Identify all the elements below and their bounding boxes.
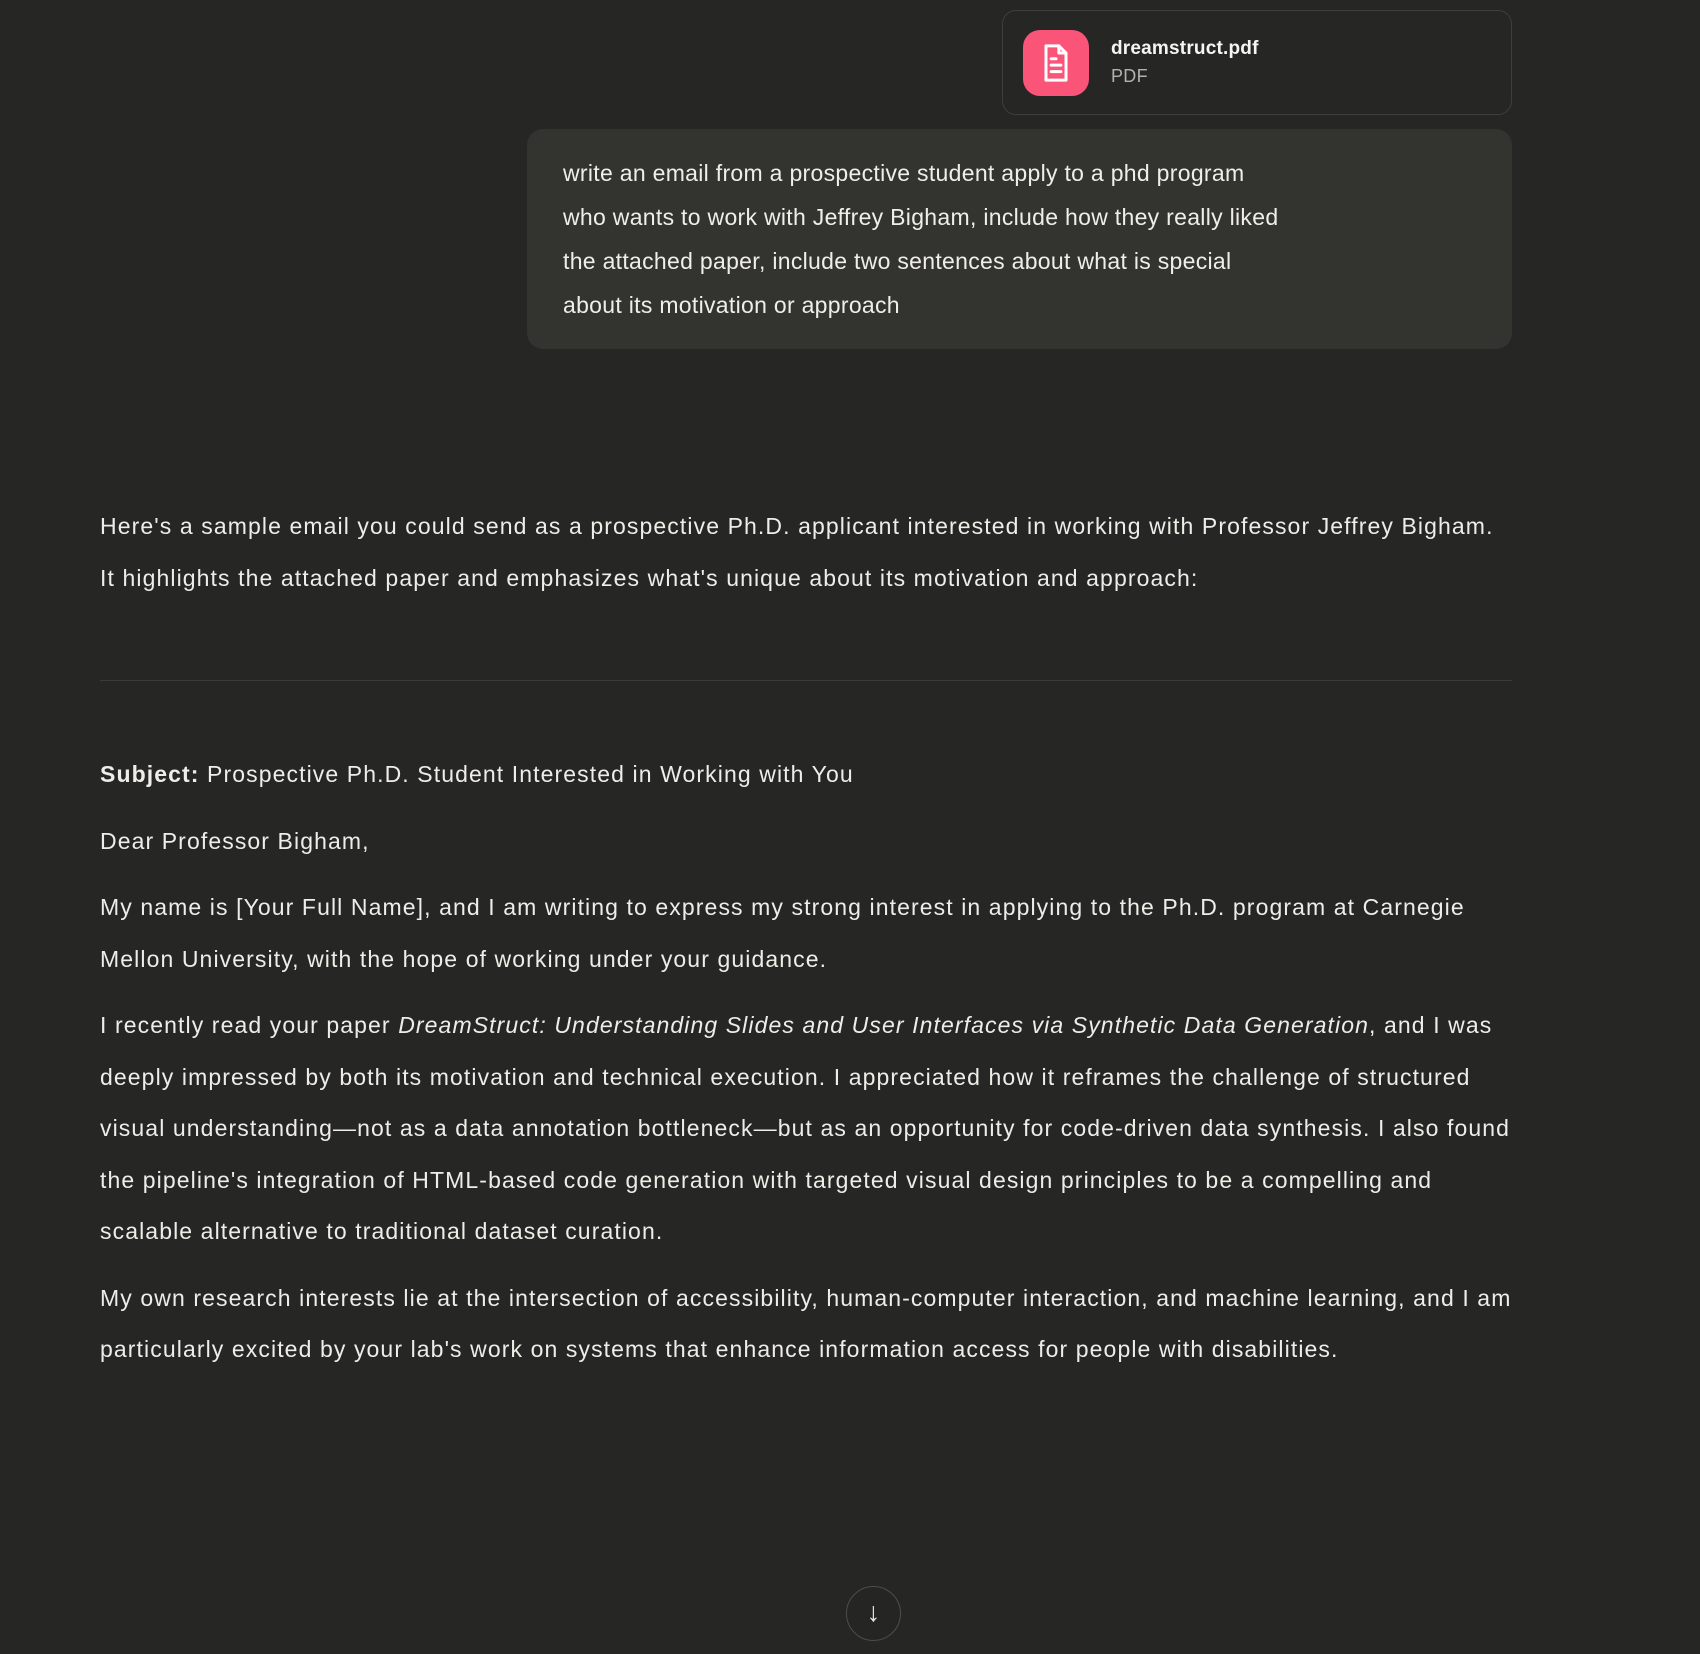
pdf-file-icon <box>1023 30 1089 96</box>
email-paragraph-intro: My name is [Your Full Name], and I am writing to express my strong interest in applying to the Ph.D. program at Carnegie Mellon University, with the hope of working under your guidance. <box>100 894 1465 972</box>
attachment-filetype: PDF <box>1111 66 1148 86</box>
attachment-card[interactable] <box>1002 10 1512 115</box>
assistant-response <box>100 501 1512 1376</box>
paper-title: DreamStruct: Understanding Slides and User Interfaces via Synthetic Data Generation <box>398 1012 1370 1038</box>
user-message-bubble <box>527 129 1512 349</box>
email-subject-label: Subject: <box>100 761 200 787</box>
email-paragraph-paper <box>100 1000 1512 1258</box>
email-paragraph-interests: My own research interests lie at the intersection of accessibility, human-computer interaction, and machine learning, and I am particularly excited by your lab's work on systems that enhance information access for people with disabilities. <box>100 1284 1512 1362</box>
email-subject <box>100 749 1512 801</box>
attachment-filename: dreamstruct.pdf <box>1111 38 1259 59</box>
user-message-line: who wants to work with Jeffrey Bigham, include how they really liked <box>563 204 1279 230</box>
email-subject-text: Prospective Ph.D. Student Interested in Working with You <box>199 761 854 787</box>
user-message-line: about its motivation or approach <box>563 292 900 318</box>
assistant-intro: Here's a sample email you could send as a prospective Ph.D. applicant interested in working with Professor Jeffrey Bigham. It highlights the attached paper and emphasizes what's unique about its motivation and approach: <box>100 513 1494 591</box>
user-message-line: write an email from a prospective student apply to a phd program <box>563 160 1245 186</box>
email-greeting: Dear Professor Bigham, <box>100 827 370 854</box>
chat-column <box>100 0 1512 1376</box>
email-draft <box>100 749 1512 1376</box>
paper-sentence-pre: I recently read your paper <box>100 1012 399 1038</box>
user-message-line: the attached paper, include two sentences about what is special <box>563 248 1232 274</box>
document-icon <box>1038 43 1074 83</box>
attachment-meta <box>1111 38 1259 87</box>
paper-sentence-post: , and I was deeply impressed by both its motivation and technical execution. I appreciated how it reframes the challenge of structured visual understanding—not as a data annotation bottleneck—but as an opportunity for code-driven data synthesis. I also found the pipeline's integration of HTML-based code generation with targeted visual design principles to be a compelling and scalable alternative to traditional dataset curation. <box>100 1012 1511 1244</box>
scroll-to-bottom-button[interactable] <box>846 1586 901 1641</box>
divider <box>100 680 1512 681</box>
down-arrow-icon: ↓ <box>866 1597 881 1627</box>
